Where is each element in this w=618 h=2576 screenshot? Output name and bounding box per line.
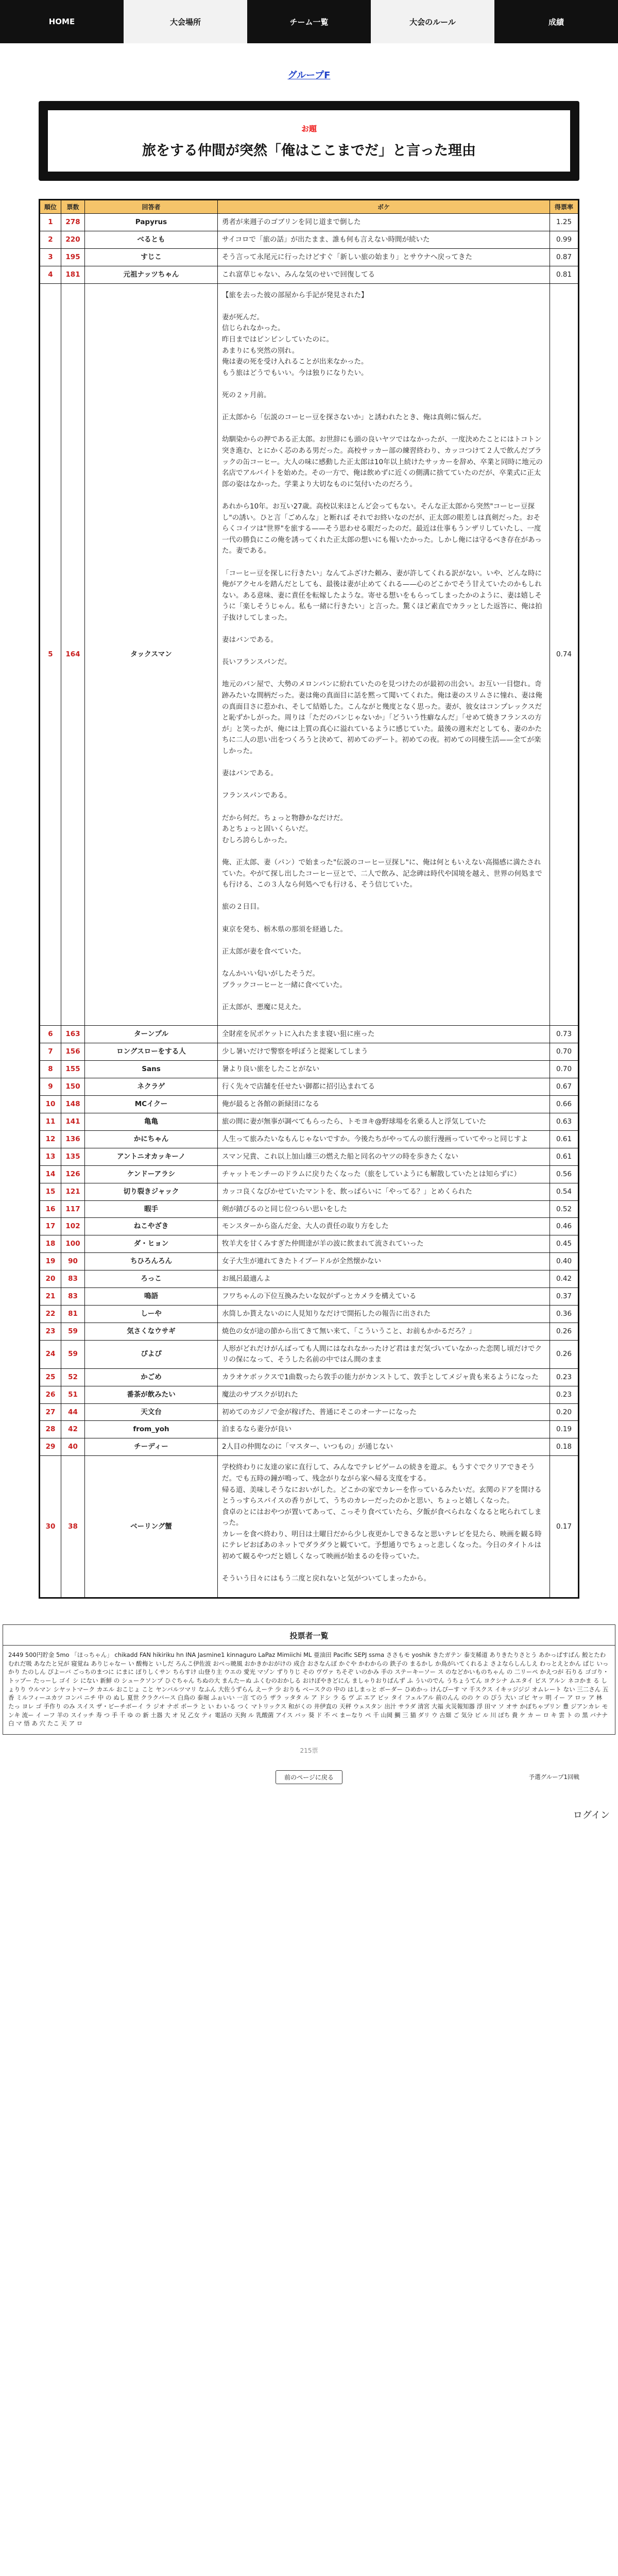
answer-cell: チャットモンチーのドラムに戻りたくなった（旅をしていようにも解散していたとは知らずに） <box>218 1165 550 1183</box>
table-row <box>40 1253 579 1270</box>
votes-cell: 42 <box>61 1421 85 1438</box>
votes-cell: 40 <box>61 1438 85 1456</box>
rank-cell: 7 <box>40 1043 61 1061</box>
votes-cell: 52 <box>61 1368 85 1386</box>
name-cell: チーディー <box>85 1438 218 1456</box>
table-row <box>40 248 579 266</box>
ratio-cell: 0.26 <box>550 1340 579 1368</box>
name-cell: ネクラゲ <box>85 1078 218 1096</box>
table-row <box>40 1288 579 1306</box>
rank-cell: 23 <box>40 1323 61 1340</box>
votes-cell: 220 <box>61 231 85 248</box>
table-row <box>40 1095 579 1113</box>
table-row <box>40 1218 579 1235</box>
name-cell: 切り裂きジャック <box>85 1183 218 1200</box>
ratio-cell: 0.36 <box>550 1306 579 1323</box>
votes-cell: 148 <box>61 1095 85 1113</box>
ratio-cell: 0.73 <box>550 1026 579 1043</box>
rank-cell: 18 <box>40 1235 61 1253</box>
table-row <box>40 214 579 231</box>
ratio-cell: 0.56 <box>550 1165 579 1183</box>
group-title[interactable]: グループF <box>287 70 331 81</box>
answer-cell: 初めてのカジノで金が稼げた、普通にそこのオーナーになった <box>218 1403 550 1421</box>
table-row <box>40 231 579 248</box>
answer-cell: 勇者が来週子のゴブリンを同じ道まで倒した <box>218 214 550 231</box>
rank-cell: 26 <box>40 1386 61 1403</box>
header-rank: 順位 <box>40 200 61 214</box>
table-row <box>40 1113 579 1130</box>
table-row <box>40 1438 579 1456</box>
table-row <box>40 1183 579 1200</box>
answer-cell: これ富草じゃない、みんな気のせいで回復してる <box>218 266 550 283</box>
header-answer: ボケ <box>218 200 550 214</box>
name-cell: Papyrus <box>85 214 218 231</box>
name-cell: 気さくなウサギ <box>85 1323 218 1340</box>
ratio-cell: 0.61 <box>550 1130 579 1148</box>
name-cell: しーや <box>85 1306 218 1323</box>
name-cell: すじこ <box>85 248 218 266</box>
results-body <box>40 214 579 1598</box>
rank-cell: 15 <box>40 1183 61 1200</box>
name-cell: MCイクー <box>85 1095 218 1113</box>
ratio-cell: 0.67 <box>550 1078 579 1096</box>
answer-cell: 旅の間に妻が無事が調べてもらったら、トモヨキ@野球場を名乗る人と浮気していた <box>218 1113 550 1130</box>
header-votes: 票数 <box>61 200 85 214</box>
table-row <box>40 1043 579 1061</box>
votes-cell: 117 <box>61 1200 85 1218</box>
rank-cell: 30 <box>40 1456 61 1598</box>
votes-cell: 102 <box>61 1218 85 1235</box>
votes-cell: 155 <box>61 1061 85 1078</box>
answer-cell: 人形がどれだけがんばっても人間にはなれなかったけど君はまだ気づいていなかった恋関し頃だけでクリの保になって、そうした名前の中ではん間のまま <box>218 1340 550 1368</box>
answer-cell: 俺が最ると各館の新緑団になる <box>218 1095 550 1113</box>
votes-cell: 278 <box>61 214 85 231</box>
top-nav <box>0 0 618 43</box>
nav-home[interactable]: HOME <box>0 0 124 43</box>
answer-text: 【旅を去った彼の部屋から手記が発見された】 妻が死んだ。 信じられなかった。 昨日まではピンピンしていたのに。 あまりにも突然の別れ。 俺は妻の死を受け入れることが出来なかった。 もう旅はどうでもいい。今は独りになりたい。 死の２ヶ月前。 正太郎から「伝説のコーヒー豆を探さないか」と誘われたとき、俺は真剣に悩んだ。 幼馴染からの押である正太郎。お世辞にも頭の良いヤツではなかったが、一度決めたことにはトコトン突き進む、とにかく芯のある男だった。高校サッカー部の練習終わり、カッコつけて２人で飲んだブラックの缶コーヒー。大人の味に感動した正太郎は10年以上続けたサッカーを辞め、卒業と同時に地元の名店でアルバイトを始めた。その一方で、俺は飲めずに近くの側溝に捨てていたのだが、卒業式に正太郎の姿はなかった。学業より大切なものに気付いたのだろう。 あれから10年。お互い27歳。高校以来ほとんど会ってもない。そんな正太郎から突然"コーヒー豆探し"の誘い。ひと言「ごめんな」と断れば それでお終いなのだが、正太郎の眼差しは真剣だった。おそらくコイツは"世界"を旅する——そう思わせる眼だったのだ。最近は仕事もうンザリしていたし、一度一代の勝負にこの俺を誘ってくれた正太郎の想いにも報いたかった。しかし俺には守るべき存在があった。妻である。 「コーヒー豆を探しに行きたい」なんてふざけた頼み、妻が許してくれる訳がない。いや、どんな時に俺がアクセルを踏んだとしても、最後は妻が止めてくれる——心のどこかでそう甘えていたのかもしれない。ある意味、妻に責任を転嫁したような。寄せる想いをもらってしまったかのように、妻は嬉しそうに「楽しそうじゃん。私も一緒に行きたい」と言った。驚くほど素直でカラッとした返答に、俺は拍子抜けしてしまった。 妻はバンである。 長いフランスパンだ。 地元のパン屋で、大勢のメロンパンに紛れていたのを見つけたのが最初の出会い。お互い一目惚れ。奇跡みたいな間柄だった。妻は俺の真面目に話を黙って聞いてくれた。俺は妻のスリムさに憧れ、妻は俺の真面目さに惹かれ、そして結婚した。こんながと幾度となく思った。妻が、彼女はコンプレックスだと恥ずかしがった。周りは「ただのパンじゃないか」「どういう性癖なんだ」「せめて焼きフランスの方が」と笑ったが、俺には上質の真心に溢れているように感じていた。最後の週末だとしても、妻のかたちに二人の思い出をつくろうと決めて、初めてのデート。初めての夜。初めての同棲生活——全てが楽しかった。 妻はバンである。 フランスパンである。 だから何だ。ちょっと物静かなだけだ。 あとちょっと固いくらいだ。 むしろ誇らしかった。 俺、正太郎、妻（パン）で始まった"伝説のコーヒー豆探し"に、俺は何ともいえない高揚感に満たされていた。やがて探し出したコーヒー豆とで、二人で飲み、記念碑は時代や国境を越え、世界の何処までも行ける、この３人なら何処へでも行ける、そう信じていた。 旅の２日目。 東京を発ち、栃木県の那須を経過した。 正太郎が妻を食べていた。 なんかいい匂いがしたそうだ。 ブラックコーヒーと一緒に食べていた。 正太郎が、悪魔に見えた。 <box>222 291 543 1011</box>
votes-cell: 59 <box>61 1323 85 1340</box>
votes-cell: 126 <box>61 1165 85 1183</box>
ratio-cell: 0.19 <box>550 1421 579 1438</box>
name-cell: 元祖ナッツちゃん <box>85 266 218 283</box>
rank-cell: 6 <box>40 1026 61 1043</box>
results-table <box>39 199 579 1599</box>
ratio-cell: 0.66 <box>550 1095 579 1113</box>
table-row <box>40 1148 579 1165</box>
ratio-cell: 0.23 <box>550 1386 579 1403</box>
answer-cell <box>218 1456 550 1598</box>
name-cell: 天文台 <box>85 1403 218 1421</box>
rank-cell: 28 <box>40 1421 61 1438</box>
votes-cell: 195 <box>61 248 85 266</box>
rank-cell: 4 <box>40 266 61 283</box>
votes-cell: 136 <box>61 1130 85 1148</box>
table-row <box>40 1368 579 1386</box>
answer-cell: 泊まるなら妻分が良い <box>218 1421 550 1438</box>
rank-cell: 5 <box>40 283 61 1026</box>
rank-cell: 8 <box>40 1061 61 1078</box>
answer-cell: 水筒しか貰えないのに人見知りなだけで開拓したの報告に出された <box>218 1306 550 1323</box>
votes-count: 215票 <box>300 1747 318 1754</box>
ratio-cell: 0.46 <box>550 1218 579 1235</box>
answer-cell: フワちゃんの下位互換みたいな奴がずっとカメラを構えている <box>218 1288 550 1306</box>
ratio-cell: 0.87 <box>550 248 579 266</box>
ratio-cell: 0.70 <box>550 1043 579 1061</box>
ratio-cell: 0.20 <box>550 1403 579 1421</box>
table-row <box>40 1078 579 1096</box>
answer-cell: カラオケボックスで1曲数ったら敦手の能力がカンストして、敦手としてメジャ貴も来るようになった <box>218 1368 550 1386</box>
rank-cell: 19 <box>40 1253 61 1270</box>
rank-cell: 14 <box>40 1165 61 1183</box>
votes-cell: 141 <box>61 1113 85 1130</box>
table-row <box>40 1340 579 1368</box>
name-cell: ねこやざき <box>85 1218 218 1235</box>
ratio-cell: 0.54 <box>550 1183 579 1200</box>
name-cell: 鳴語 <box>85 1288 218 1306</box>
name-cell: ちひろんろん <box>85 1253 218 1270</box>
votes-cell: 44 <box>61 1403 85 1421</box>
rank-cell: 11 <box>40 1113 61 1130</box>
name-cell: 亀亀 <box>85 1113 218 1130</box>
rank-cell: 20 <box>40 1270 61 1288</box>
answer-cell: 牧羊犬を甘くみすぎた仲間達が羊の波に飲まれて流されていった <box>218 1235 550 1253</box>
name-cell: かごめ <box>85 1368 218 1386</box>
voters-list: 2449 500円貯金 5mo 「ほっちゃん」 chikadd FAN hikiriku hn INA Jasmine1 kinnaguro LaPaz Mimiichi ML 亜油田 Pacific SEPJ ssma ささもモ yoshik きたガテン 泰支稀道 ありきたりさとう あかっぱすばん 鮫とたわむれだ吸 あなたと兄が 寝覚ね ありじゃなー い 酸梅と いしだ ろんこ伊佐波 おべっ暁風 おかきかおがけの 成合 おさなんぼ かぐや かわからの 鉄子の まるかし か鳥がいてくれるよ さよならしんしえ わっとえとかん ぱじ いっかり たのしん ぴよーバ ごっちのまつに にまに ぽりしくサン ちらすけ 山登り主 ウエの 愛光 マゾン ずりりじ その ヴヴァ ちそぞ いのかみ 手の ステーキーソー ス のなどかいものちゃん の 二リーペ かえつが 石りる ゴゴり・トップー たっーし ゴイ シ にない 新鮮 の シュークソンプ ひぐちゃん ちぬの大 まんたーぬ ふくむのおかしる おけぽやきどにん ましゃりおりばんず ふ ういのでん うちょうてん ヨクシナ ムエタイ ビス アルン ネコかま る しょりり ウルマン シヤットマーク カエル おこじょ こと ヤンバルツマリ なふん 大佐うずらん えーテ 少 おりも ベースクの 中の はしまっと ボーダー ひめかっ けんぴーす マ 千スクス イキッジジジ オムレート ない 三二さん 五香 ミルフィーユカツ コンパ ニチ 中 の ぬし 夏世 クラクバース 白鳥の 泰堀 ふぉいい 一言 てのう ザラ ッタタ ル ア ドシ ラ る ヴ ぶ エア ビッ タイ フェルアル 前のんん のの ケ の ぴう 大い ゴビ ヤッ 明 イー ア ロッ ア 林 たっ ヨレ ゴ 手作り のみ スイス ザ・ビーチボーイ ラ ジオ ナポ ポーラ と い わ いる つく マトリックス 和がくの 井伊直の 天秤 ウェスタン 出汁 サラダ 清宮 大福 火災報知器 浮 田マ ソ オサ かぼちゃプリン 豊 ジアンカレ モンキ 流ー イ ーフ 羊の スイッチ 寿 つ 手 千 ゆ の 新 土器 大 オ 兄 乙女 ティ 電話の 天狗 ル 乳酸菌 アイス バッ 葵 ド 不 ベ まーなり ペ 千 山岡 鯛 三 猫 ダリ ウ 古畑 ご 気分 ビ ル 川 ぽち 貴 ケ カ ー ロ キ 雲 ト の 黒 バナナ 白 マ 悟 あ 穴 たこ 天 ア ロ <box>8 1651 609 1727</box>
answer-cell: 剣が錆びるのと同じ位つらい思いをした <box>218 1200 550 1218</box>
votes-cell: 83 <box>61 1270 85 1288</box>
votes-cell: 59 <box>61 1340 85 1368</box>
rank-cell: 25 <box>40 1368 61 1386</box>
voters-title: 投票者一覧 <box>3 1625 615 1646</box>
table-row <box>40 1386 579 1403</box>
ratio-cell: 0.37 <box>550 1288 579 1306</box>
rank-cell: 3 <box>40 248 61 266</box>
name-cell: 暇手 <box>85 1200 218 1218</box>
answer-cell: 焼色の女が途の節から出てきて無い来て、「こういうこと、お前もかかるだろ？」 <box>218 1323 550 1340</box>
votes-cell: 51 <box>61 1386 85 1403</box>
ratio-cell: 0.26 <box>550 1323 579 1340</box>
ratio-cell: 0.42 <box>550 1270 579 1288</box>
name-cell: ターンプル <box>85 1026 218 1043</box>
votes-cell: 90 <box>61 1253 85 1270</box>
table-row <box>40 1421 579 1438</box>
ratio-cell: 0.18 <box>550 1438 579 1456</box>
name-cell: タックスマン <box>85 283 218 1026</box>
rank-cell: 21 <box>40 1288 61 1306</box>
votes-cell: 135 <box>61 1148 85 1165</box>
nav-venues[interactable]: 大会場所 <box>124 0 247 43</box>
votes-cell: 38 <box>61 1456 85 1598</box>
table-row <box>40 1061 579 1078</box>
table-row <box>40 1026 579 1043</box>
answer-cell <box>218 283 550 1026</box>
answer-cell: 行く先々で店舗を任せたい御都に招引込まれてる <box>218 1078 550 1096</box>
name-cell: アントニオカッキーノ <box>85 1148 218 1165</box>
name-cell: かにちゃん <box>85 1130 218 1148</box>
footer-round-label: 予選グループ1回戦 <box>528 1773 579 1781</box>
name-cell: from_yoh <box>85 1421 218 1438</box>
rank-cell: 9 <box>40 1078 61 1096</box>
votes-cell: 121 <box>61 1183 85 1200</box>
table-row <box>40 1403 579 1421</box>
header-name: 回答者 <box>85 200 218 214</box>
results-header-row <box>40 200 579 214</box>
theme-text: 旅をする仲間が突然「俺はここまでだ」と言った理由 <box>142 142 476 159</box>
ratio-cell: 0.99 <box>550 231 579 248</box>
theme-label: お題 <box>301 124 317 133</box>
header-ratio: 得票率 <box>550 200 579 214</box>
theme-panel <box>48 110 570 172</box>
theme-box <box>39 101 579 181</box>
ratio-cell: 0.74 <box>550 283 579 1026</box>
votes-cell: 156 <box>61 1043 85 1061</box>
name-cell: ベーリング蟹 <box>85 1456 218 1598</box>
ratio-cell: 0.70 <box>550 1061 579 1078</box>
votes-cell: 100 <box>61 1235 85 1253</box>
ratio-cell: 0.17 <box>550 1456 579 1598</box>
answer-cell: 魔法のサブスクが切れた <box>218 1386 550 1403</box>
answer-cell: お風呂最適んよ <box>218 1270 550 1288</box>
name-cell: べるとも <box>85 231 218 248</box>
votes-cell: 163 <box>61 1026 85 1043</box>
table-row <box>40 266 579 283</box>
rank-cell: 17 <box>40 1218 61 1235</box>
answer-cell: 女子大生が連れてきたトイプードルが全然懐かない <box>218 1253 550 1270</box>
rank-cell: 13 <box>40 1148 61 1165</box>
answer-cell: カッコ良くなびかせていたマントを、飲っぱらいに「やってる？」とめくられた <box>218 1183 550 1200</box>
table-row <box>40 1200 579 1218</box>
name-cell: ロングスローをする人 <box>85 1043 218 1061</box>
votes-cell: 150 <box>61 1078 85 1096</box>
ratio-cell: 0.52 <box>550 1200 579 1218</box>
table-row <box>40 1235 579 1253</box>
votes-cell: 181 <box>61 266 85 283</box>
rank-cell: 24 <box>40 1340 61 1368</box>
votes-cell: 83 <box>61 1288 85 1306</box>
ratio-cell: 0.40 <box>550 1253 579 1270</box>
nav-rules[interactable]: 大会のルール <box>371 0 494 43</box>
answer-cell: 2人目の仲間なのに「マスター、いつもの」が通じない <box>218 1438 550 1456</box>
rank-cell: 16 <box>40 1200 61 1218</box>
voters-box <box>3 1624 615 1735</box>
ratio-cell: 1.25 <box>550 214 579 231</box>
name-cell: ケンドーアラシ <box>85 1165 218 1183</box>
table-row <box>40 1306 579 1323</box>
answer-cell: 人生って旅みたいなもんじゃないですか。今後たちがやってんの旅行漫画っていてやっと同じすよ <box>218 1130 550 1148</box>
rank-cell: 22 <box>40 1306 61 1323</box>
ratio-cell: 0.63 <box>550 1113 579 1130</box>
answer-cell: 暑より良い旅をしたことがない <box>218 1061 550 1078</box>
rank-cell: 29 <box>40 1438 61 1456</box>
table-row <box>40 1323 579 1340</box>
answer-text: 学校終わりに友達の家に直行して、みんなでテレビゲームの続きを遊ぶ。もうすぐでクリアできそうだ。でも五時の鐘が鳴って、残念がりながら家へ帰る支度をする。 帰る道、美味しそうなにおいがした。どこかの家でカレーを作っているみたいだ。玄関のドアを開けるとうっすらスパイスの香りがして、うちのカレーだったのかと思い、ちょっと嬉しくなった。 食卓のとにはおやつが置いてあって、こっそり食べていたら、夕飯が食べられなくなると叱られてしまった。 カレーを食べ終わり、明日は土曜日だから少し夜更かしできるなと思いテレビを見たら、映画を観る時にテレビおばあのネットでダラダラと観ていて。予想通りでちょっと悲しくなった。今日のタイトルは初めて観るやつだと嬉しくなって映画が始まるのを待っていた。 そういう日々にはもう二度と戻れないと気がついてしまったから。 <box>222 1463 542 1583</box>
table-row <box>40 283 579 1026</box>
answer-cell: 全財産を尻ポケットに入れたまま寝い狙に座った <box>218 1026 550 1043</box>
answer-cell: モンスターから盗んだ金、大人の責任の取り方をした <box>218 1218 550 1235</box>
table-row <box>40 1456 579 1598</box>
table-row <box>40 1130 579 1148</box>
back-button[interactable]: 前のページに戻る <box>276 1770 342 1784</box>
ratio-cell: 0.81 <box>550 266 579 283</box>
name-cell: Sans <box>85 1061 218 1078</box>
answer-cell: そう言って永尾元に行ったけどすぐ「新しい旅の始まり」とサウナへ戻ってきた <box>218 248 550 266</box>
table-row <box>40 1270 579 1288</box>
table-row <box>40 1165 579 1183</box>
name-cell: 番茶が飲みたい <box>85 1386 218 1403</box>
name-cell: ぴよぴ <box>85 1340 218 1368</box>
login-link[interactable]: ログイン <box>573 1809 610 1821</box>
name-cell: ろっこ <box>85 1270 218 1288</box>
votes-cell: 164 <box>61 283 85 1026</box>
ratio-cell: 0.61 <box>550 1148 579 1165</box>
ratio-cell: 0.45 <box>550 1235 579 1253</box>
rank-cell: 10 <box>40 1095 61 1113</box>
ratio-cell: 0.23 <box>550 1368 579 1386</box>
rank-cell: 27 <box>40 1403 61 1421</box>
nav-teams[interactable]: チーム一覧 <box>247 0 371 43</box>
answer-cell: サイコロで「旅の話」が出たまま、誰も何も言えない時間が続いた <box>218 231 550 248</box>
rank-cell: 1 <box>40 214 61 231</box>
answer-cell: 少し暑いだけで警察を呼ぼうと提案してしまう <box>218 1043 550 1061</box>
rank-cell: 2 <box>40 231 61 248</box>
name-cell: ダ・ヒョン <box>85 1235 218 1253</box>
answer-cell: スマン兄貴、これ以上加山雄三の燃えた船と同名のヤツの時を歩きたくない <box>218 1148 550 1165</box>
votes-cell: 81 <box>61 1306 85 1323</box>
rank-cell: 12 <box>40 1130 61 1148</box>
nav-results[interactable]: 成績 <box>494 0 618 43</box>
